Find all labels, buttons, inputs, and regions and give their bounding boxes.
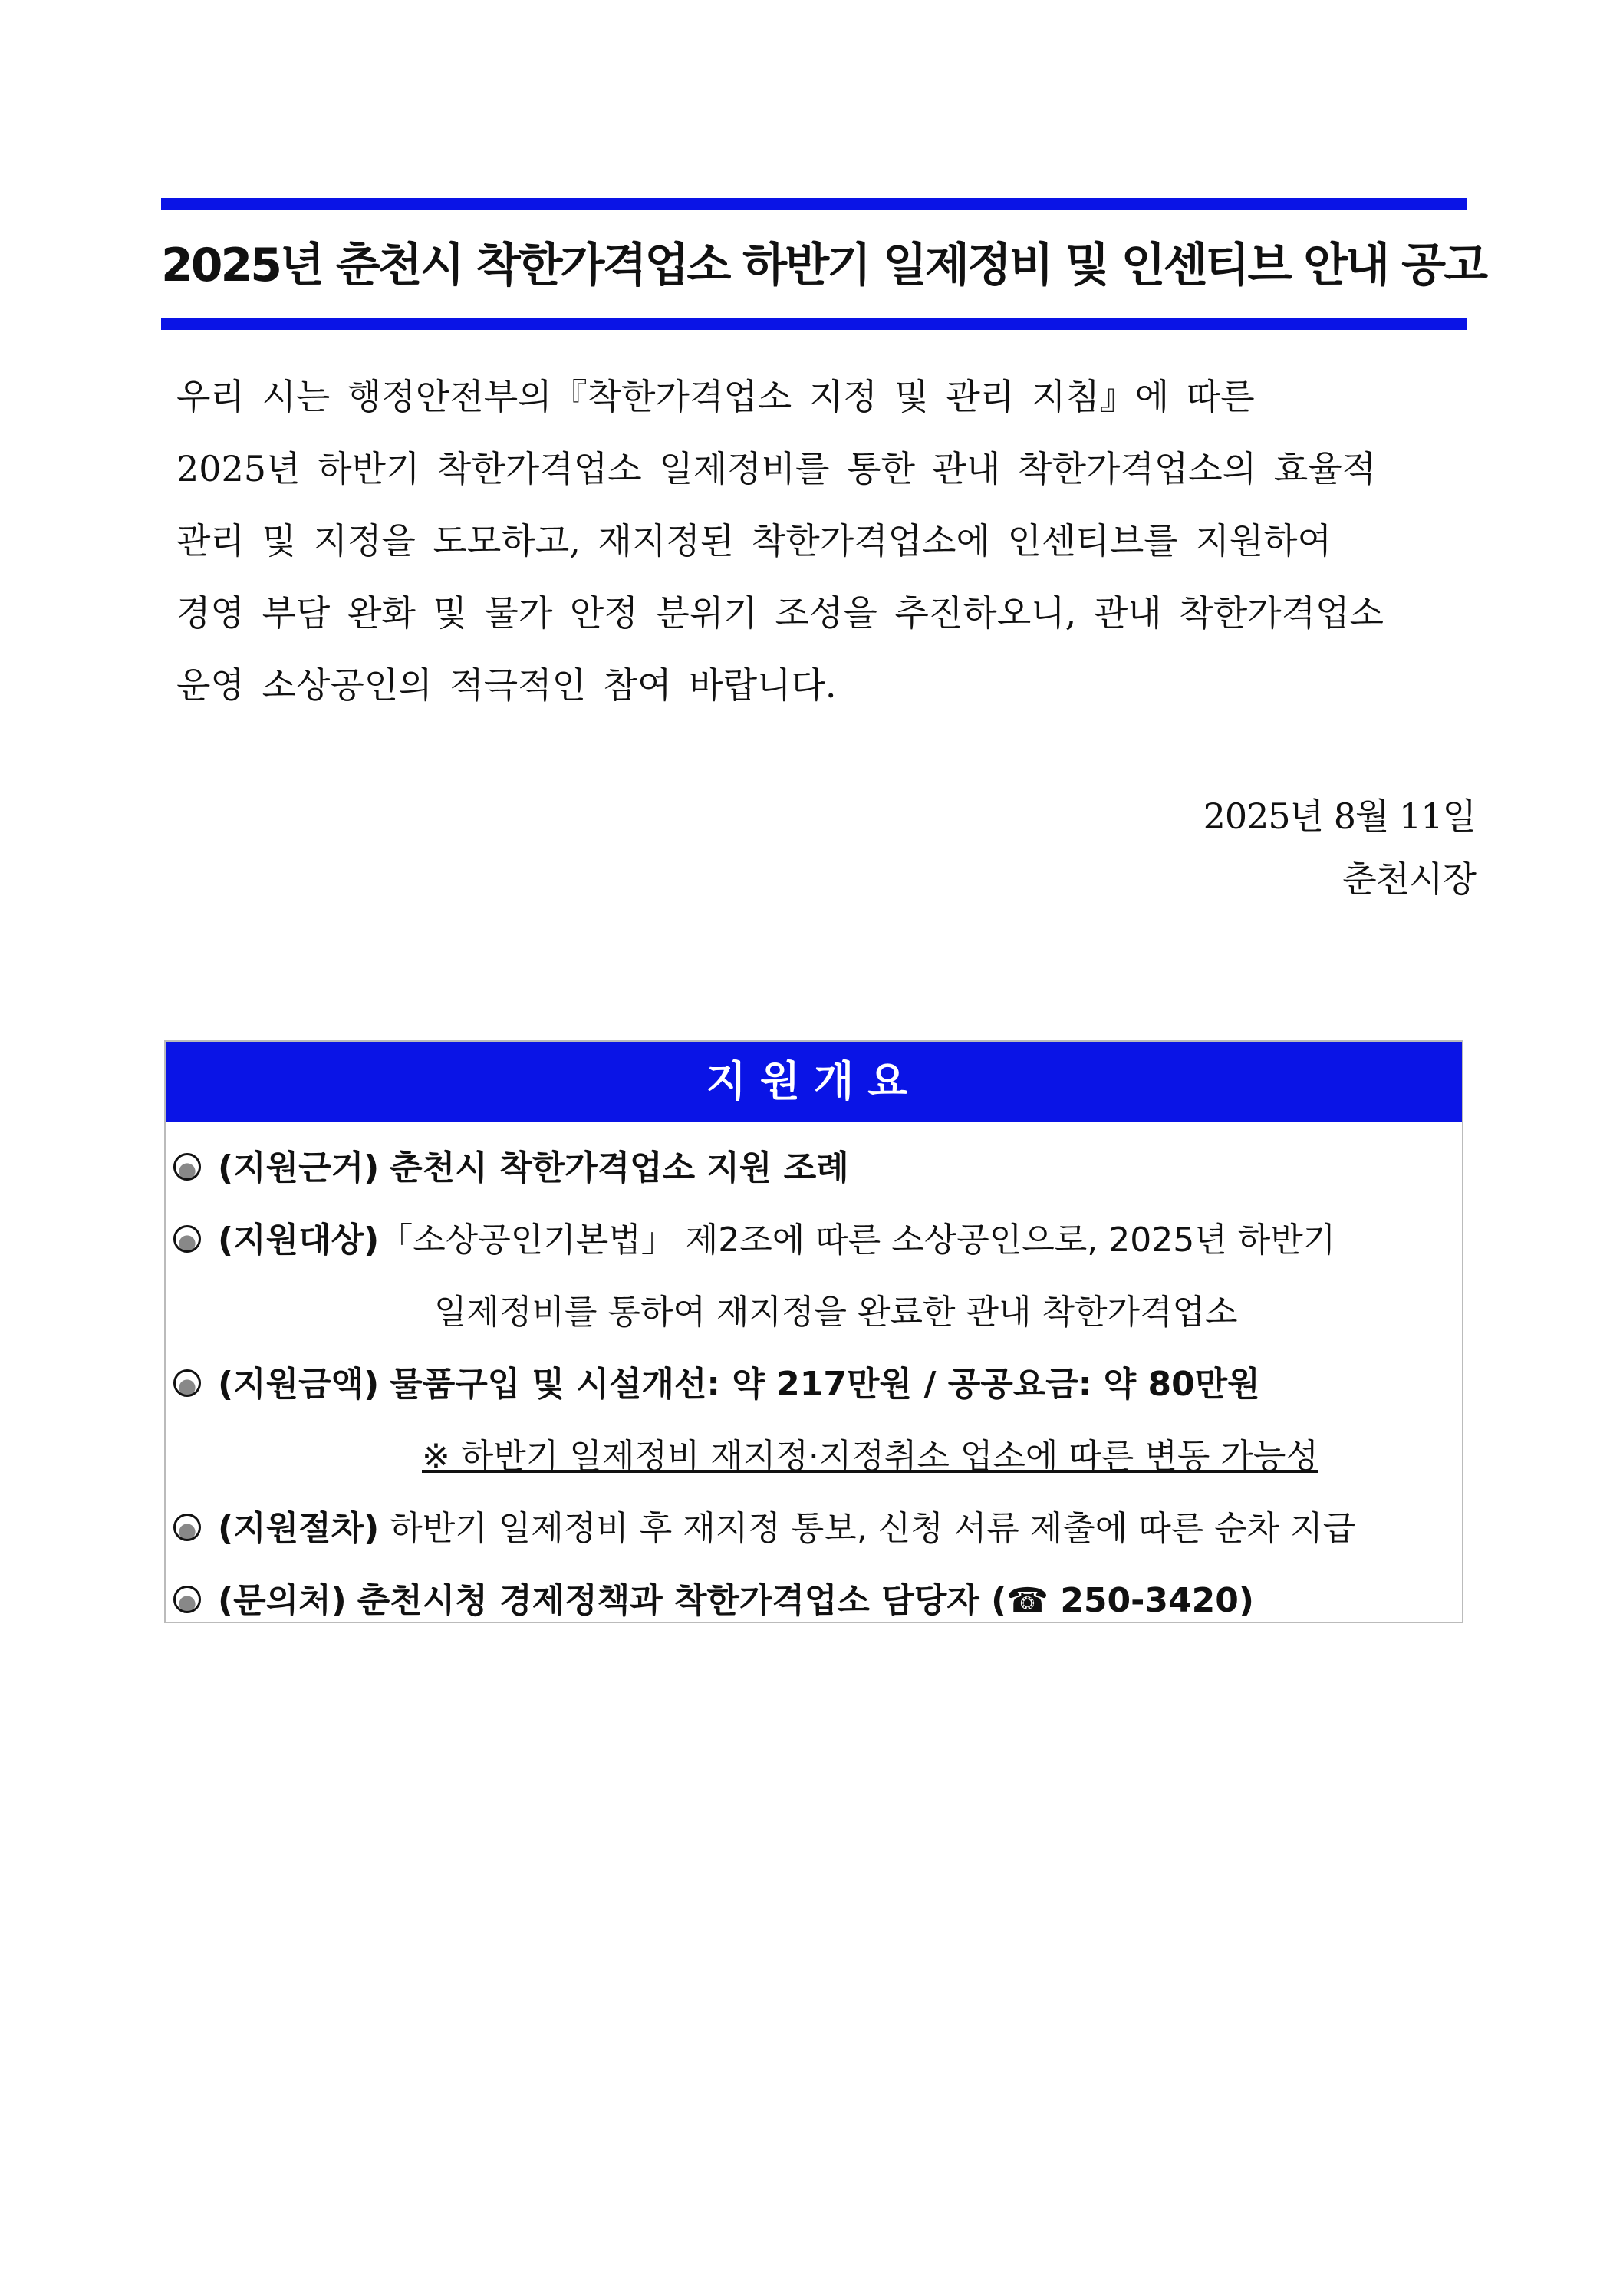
support-overview-body xyxy=(166,1122,1462,1637)
support-target-text2: 일제정비를 통하여 재지정을 완료한 관내 착한가격업소 xyxy=(434,1293,1238,1332)
body-line: 우리 시는 행정안전부의『착한가격업소 지정 및 관리 지침』에 따른 xyxy=(176,376,1255,417)
notice-date: 2025년 8월 11일 xyxy=(1203,796,1476,837)
circle-bullet-icon xyxy=(173,1225,201,1253)
circle-bullet-icon xyxy=(173,1369,201,1397)
support-procedure-item xyxy=(173,1493,1462,1565)
support-contact-text: 춘천시청 경제정책과 착한가격업소 담당자 ( xyxy=(357,1581,1007,1620)
support-basis-label: (지원근거) xyxy=(218,1148,380,1188)
support-amount-note-row xyxy=(173,1421,1462,1493)
body-line: 2025년 하반기 착한가격업소 일제정비를 통한 관내 착한가격업소의 효율적 xyxy=(176,448,1377,489)
circle-bullet-icon xyxy=(173,1153,201,1181)
support-basis-text: 춘천시 착한가격업소 지원 조례 xyxy=(390,1148,849,1188)
body-line: 경영 부담 완화 및 물가 안정 분위기 조성을 추진하오니, 관내 착한가격업소 xyxy=(176,592,1384,634)
phone-icon: ☎ xyxy=(1006,1581,1049,1620)
support-overview-box xyxy=(164,1040,1463,1623)
support-basis-item xyxy=(173,1132,1462,1204)
body-line: 관리 및 지정을 도모하고, 재지정된 착한가격업소에 인센티브를 지원하여 xyxy=(176,520,1332,562)
support-contact-number: 250-3420) xyxy=(1049,1581,1254,1620)
support-target-item xyxy=(173,1204,1462,1276)
page-title: 2025년 춘천시 착한가격업소 하반기 일제정비 및 인센티브 안내 공고 xyxy=(161,239,1486,292)
support-amount-label: (지원금액) xyxy=(218,1365,380,1404)
support-contact-item xyxy=(173,1565,1462,1637)
support-target-continued xyxy=(173,1276,1462,1349)
support-overview-header: 지원개요 xyxy=(166,1042,1462,1122)
notice-body xyxy=(176,361,1473,721)
title-rule-bottom xyxy=(161,318,1467,330)
support-target-text: 「소상공인기본법」 제2조에 따른 소상공인으로, 2025년 하반기 xyxy=(379,1220,1336,1260)
notice-signer: 춘천시장 xyxy=(1342,858,1476,900)
support-amount-text: 물품구입 및 시설개선: 약 217만원 / 공공요금: 약 80만원 xyxy=(390,1365,1260,1404)
support-target-label: (지원대상) xyxy=(218,1220,380,1260)
circle-bullet-icon xyxy=(173,1586,201,1613)
support-amount-note: ※ 하반기 일제정비 재지정·지정취소 업소에 따른 변동 가능성 xyxy=(422,1437,1318,1476)
title-rule-top xyxy=(161,198,1467,210)
circle-bullet-icon xyxy=(173,1514,201,1541)
support-amount-item xyxy=(173,1349,1462,1421)
support-contact-label: (문의처) xyxy=(218,1581,347,1620)
support-procedure-text: 하반기 일제정비 후 재지정 통보, 신청 서류 제출에 따른 순차 지급 xyxy=(390,1509,1356,1548)
support-procedure-label: (지원절차) xyxy=(218,1509,380,1548)
body-line: 운영 소상공인의 적극적인 참여 바랍니다. xyxy=(176,664,837,706)
